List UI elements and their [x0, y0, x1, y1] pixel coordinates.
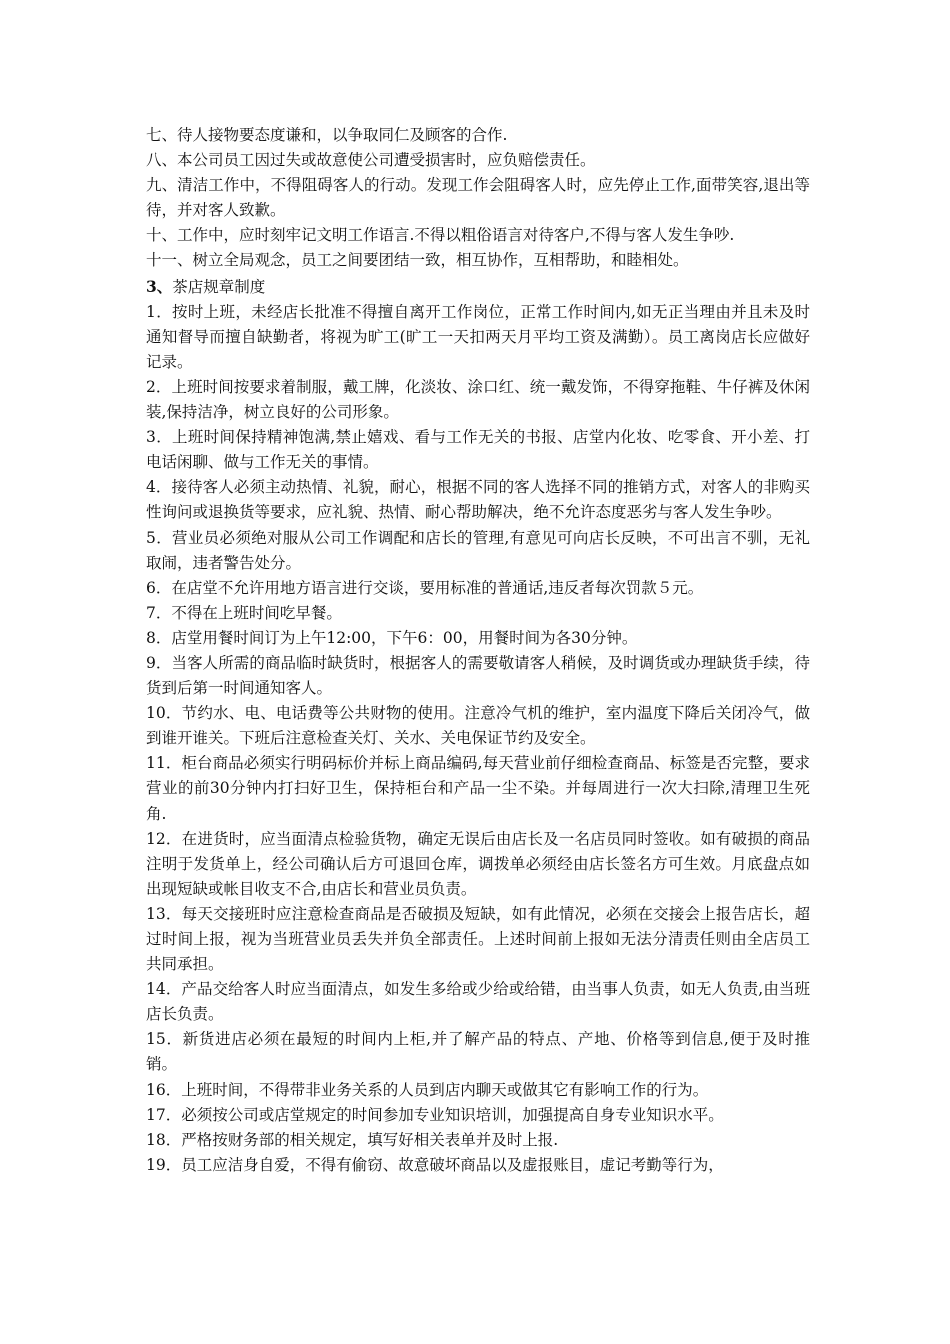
rule-1: 1．按时上班，未经店长批准不得擅自离开工作岗位，正常工作时间内,如无正当理由并且未及时通知督导而擅自缺勤者，将视为旷工(旷工一天扣两天月平均工资及满勤）。员工离岗店长应做好记录。 [146, 302, 810, 371]
intro-rule-8: 八、本公司员工因过失或故意使公司遭受损害时，应负赔偿责任。 [146, 151, 596, 170]
intro-rule-9: 九、清洁工作中，不得阻碍客人的行动。发现工作会阻碍客人时，应先停止工作,面带笑容,退出等待，并对客人致歉。 [146, 176, 810, 220]
rule-18: 18．严格按财务部的相关规定，填写好相关表单并及时上报. [146, 1130, 559, 1149]
rule-19: 19．员工应洁身自爱，不得有偷窃、故意破坏商品以及虚报账目，虚记考勤等行为， [146, 1155, 724, 1174]
rule-11: 11．柜台商品必须实行明码标价并标上商品编码,每天营业前仔细检查商品、标签是否完整，要求营业的前30分钟内打扫好卫生，保持柜台和产品一尘不染。并每周进行一次大扫除,清理卫生死角. [146, 754, 810, 823]
rule-14: 14．产品交给客人时应当面清点，如发生多给或少给或给错，由当事人负责，如无人负责,由当班店长负责。 [146, 980, 810, 1024]
rule-5: 5．营业员必须绝对服从公司工作调配和店长的管理,有意见可向店长反映，不可出言不驯，无礼取闹，违者警告处分。 [146, 528, 810, 572]
rule-17: 17．必须按公司或店堂规定的时间参加专业知识培训，加强提高自身专业知识水平。 [146, 1105, 724, 1124]
rule-2: 2．上班时间按要求着制服，戴工牌，化淡妆、涂口红、统一戴发饰，不得穿拖鞋、牛仔裤及休闲装,保持洁净，树立良好的公司形象。 [146, 377, 810, 422]
rule-3: 3．上班时间保持精神饱满,禁止嬉戏、看与工作无关的书报、店堂内化妆、吃零食、开小差、打电话闲聊、做与工作无关的事情。 [146, 428, 810, 472]
section-heading-title: 茶店规章制度 [172, 277, 266, 296]
rule-6: 6．在店堂不允许用地方语言进行交谈，要用标准的普通话,违反者每次罚款５元。 [146, 578, 704, 597]
rule-10: 10．节约水、电、电话费等公共财物的使用。注意冷气机的维护，室内温度下降后关闭冷气，做到谁开谁关。下班后注意检查关灯、关水、关电保证节约及安全。 [146, 704, 810, 748]
rule-7: 7．不得在上班时间吃早餐。 [146, 603, 342, 622]
document-body [146, 123, 810, 1178]
section-heading [146, 274, 810, 300]
intro-rule-7: 七、待人接物要态度谦和，以争取同仁及顾客的合作. [146, 126, 508, 144]
rule-16: 16．上班时间，不得带非业务关系的人员到店内聊天或做其它有影响工作的行为。 [146, 1080, 709, 1099]
rule-4: 4．接待客人必须主动热情、礼貌，耐心，根据不同的客人选择不同的推销方式，对客人的非购买性询问或退换货等要求，应礼貌、热情、耐心帮助解决，绝不允许态度恶劣与客人发生争吵。 [146, 478, 810, 522]
intro-rule-11: 十一、树立全局观念，员工之间要团结一致，相互协作，互相帮助，和睦相处。 [146, 251, 689, 270]
rule-12: 12．在进货时，应当面清点检验货物，确定无误后由店长及一名店员同时签收。如有破损的商品注明于发货单上，经公司确认后方可退回仓库，调拨单必须经由店长签名方可生效。月底盘点如出现短缺或帐目收支不合,由店长和营业员负责。 [146, 829, 810, 898]
rule-15: 15．新货进店必须在最短的时间内上柜,并了解产品的特点、产地、价格等到信息,便于及时推销。 [146, 1030, 810, 1074]
rule-13: 13．每天交接班时应注意检查商品是否破损及短缺，如有此情况，必须在交接会上报告店长，超过时间上报，视为当班营业员丢失并负全部责任。上述时间前上报如无法分清责任则由全店员工共同承担。 [146, 904, 810, 974]
rule-9: 9．当客人所需的商品临时缺货时，根据客人的需要敬请客人稍候，及时调货或办理缺货手续，待货到后第一时间通知客人。 [146, 653, 810, 698]
intro-rule-10: 十、工作中，应时刻牢记文明工作语言.不得以粗俗语言对待客户,不得与客人发生争吵. [146, 226, 735, 245]
rule-8: 8．店堂用餐时间订为上午12:00，下午6：00，用餐时间为各30分钟。 [146, 628, 638, 647]
section-heading-number: 3、 [146, 276, 173, 296]
